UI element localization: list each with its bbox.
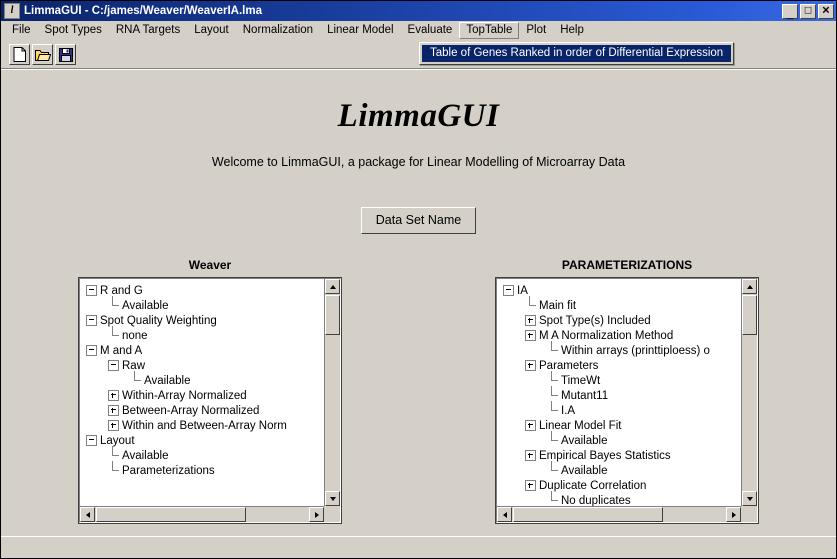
minimize-icon: _: [786, 7, 794, 20]
left-pane-title: Weaver: [188, 258, 232, 272]
maximize-icon: ☐: [803, 5, 813, 16]
tree-item[interactable]: [80, 343, 324, 358]
tree-item-label: Spot Type(s) Included: [539, 314, 651, 327]
tree-item-label: M and A: [100, 344, 143, 357]
left-pane: [79, 258, 341, 523]
tree-item[interactable]: [80, 463, 324, 478]
parameterizations-vertical-scrollbar[interactable]: [741, 279, 757, 506]
tree-elbow-icon: [547, 435, 558, 446]
tree-item[interactable]: [80, 433, 324, 448]
tree-item[interactable]: [80, 328, 324, 343]
expand-node-icon[interactable]: [108, 405, 119, 416]
scroll-thumb[interactable]: [742, 295, 757, 335]
right-pane-title: PARAMETERIZATIONS: [561, 258, 693, 272]
expand-node-icon[interactable]: [525, 480, 536, 491]
tree-item-label: Parameters: [539, 359, 599, 372]
collapse-node-icon[interactable]: [86, 345, 97, 356]
tree-item-label: Raw: [122, 359, 146, 372]
collapse-node-icon[interactable]: [108, 360, 119, 371]
tree-elbow-icon: [108, 300, 119, 311]
maximize-button[interactable]: [800, 4, 816, 19]
scroll-thumb-horizontal[interactable]: [513, 507, 663, 522]
menu-spot-types[interactable]: Spot Types: [44, 24, 102, 36]
status-bar: [1, 536, 836, 558]
welcome-text: Welcome to LimmaGUI, a package for Linear Modelling of Microarray Data: [211, 155, 626, 169]
expand-node-icon[interactable]: [525, 360, 536, 371]
chevron-right-icon: [732, 512, 736, 518]
close-icon: ✕: [821, 5, 831, 17]
weaver-tree[interactable]: [79, 278, 341, 523]
collapse-node-icon[interactable]: [86, 285, 97, 296]
tree-item-label: Between-Array Normalized: [122, 404, 260, 417]
tree-elbow-icon: [547, 465, 558, 476]
tree-item[interactable]: [497, 418, 741, 433]
menu-item-top-table-ranked[interactable]: Table of Genes Ranked in order of Differential Expression: [422, 45, 731, 62]
expand-node-icon[interactable]: [108, 390, 119, 401]
save-file-button[interactable]: [55, 44, 76, 65]
scroll-thumb-horizontal[interactable]: [96, 507, 246, 522]
limma-icon: l: [4, 3, 20, 19]
tree-item-label: No duplicates: [561, 494, 631, 506]
tree-elbow-icon: [108, 450, 119, 461]
expand-node-icon[interactable]: [525, 330, 536, 341]
menu-linear-model[interactable]: Linear Model: [327, 24, 394, 36]
scroll-left-button[interactable]: [497, 507, 512, 522]
chevron-down-icon: [330, 497, 336, 501]
tree-item-label: Layout: [100, 434, 135, 447]
collapse-node-icon[interactable]: [86, 435, 97, 446]
tree-item[interactable]: [80, 283, 324, 298]
tree-elbow-icon: [108, 330, 119, 341]
tree-item-label: Spot Quality Weighting: [100, 314, 217, 327]
toptable-dropdown-menu: [419, 42, 734, 65]
scroll-left-button[interactable]: [80, 507, 95, 522]
open-file-button[interactable]: [32, 44, 53, 65]
right-pane: [496, 258, 758, 523]
tree-elbow-icon: [547, 390, 558, 401]
dataset-row: [1, 169, 836, 234]
tree-item-label: Available: [122, 449, 169, 462]
tree-item-label: Within and Between-Array Norm: [122, 419, 287, 432]
tree-panes: [1, 234, 836, 523]
tree-item-label: Linear Model Fit: [539, 419, 622, 432]
tree-item-label: IA: [517, 284, 528, 297]
weaver-horizontal-scrollbar[interactable]: [80, 506, 324, 522]
tree-elbow-icon: [547, 495, 558, 506]
chevron-right-icon: [315, 512, 319, 518]
menu-normalization[interactable]: Normalization: [242, 24, 314, 36]
tree-elbow-icon: [547, 405, 558, 416]
tree-item[interactable]: [497, 433, 741, 448]
parameterizations-horizontal-scrollbar[interactable]: [497, 506, 741, 522]
menu-layout[interactable]: Layout: [194, 24, 229, 36]
tree-item[interactable]: [497, 298, 741, 313]
tree-item-label: Mutant11: [561, 389, 609, 402]
tree-elbow-icon: [525, 300, 536, 311]
collapse-node-icon[interactable]: [503, 285, 514, 296]
scroll-down-button[interactable]: [325, 491, 340, 506]
chevron-left-icon: [86, 512, 90, 518]
chevron-up-icon: [747, 285, 753, 289]
tree-elbow-icon: [547, 345, 558, 356]
weaver-vertical-scrollbar[interactable]: [324, 279, 340, 506]
tree-item[interactable]: [497, 448, 741, 463]
expand-node-icon[interactable]: [525, 420, 536, 431]
tree-item[interactable]: [80, 358, 324, 373]
menu-bar: [1, 21, 836, 41]
tree-item-label: Available: [561, 434, 608, 447]
tree-item-label: Available: [144, 374, 191, 387]
tree-item[interactable]: [497, 328, 741, 343]
tree-item-label: Available: [561, 464, 608, 477]
tree-item-label: Available: [122, 299, 169, 312]
tree-item[interactable]: [80, 313, 324, 328]
tree-item-label: Main fit: [539, 299, 577, 312]
tree-item-label: Duplicate Correlation: [539, 479, 647, 492]
scrollbar-corner: [741, 506, 757, 522]
tree-item-label: M A Normalization Method: [539, 329, 674, 342]
tree-item[interactable]: [80, 403, 324, 418]
tree-item[interactable]: [497, 403, 741, 418]
chevron-down-icon: [747, 497, 753, 501]
parameterizations-tree-body: [497, 279, 741, 506]
tree-elbow-icon: [130, 375, 141, 386]
tree-item[interactable]: [80, 418, 324, 433]
parameterizations-tree[interactable]: [496, 278, 758, 523]
tree-item-label: Within-Array Normalized: [122, 389, 247, 402]
scroll-down-button[interactable]: [742, 491, 757, 506]
scroll-up-button[interactable]: [325, 279, 340, 294]
close-button[interactable]: [818, 4, 834, 19]
tree-item-label: Parameterizations: [122, 464, 215, 477]
tree-item-label: Within arrays (printtiploess) o: [561, 344, 710, 357]
tree-item-label: TimeWt: [561, 374, 601, 387]
tree-item[interactable]: [497, 358, 741, 373]
save-disk-icon: [59, 48, 73, 62]
tree-item[interactable]: [497, 283, 741, 298]
collapse-node-icon[interactable]: [86, 315, 97, 326]
tree-item[interactable]: [497, 463, 741, 478]
expand-node-icon[interactable]: [525, 450, 536, 461]
minimize-button[interactable]: [782, 4, 798, 19]
tree-item-label: Empirical Bayes Statistics: [539, 449, 671, 462]
new-file-button[interactable]: [9, 44, 30, 65]
tree-item[interactable]: [497, 388, 741, 403]
tree-elbow-icon: [547, 375, 558, 386]
tree-item[interactable]: [497, 343, 741, 358]
tree-item[interactable]: [80, 448, 324, 463]
tree-item[interactable]: [80, 388, 324, 403]
scrollbar-corner: [324, 506, 340, 522]
tree-item-label: none: [122, 329, 148, 342]
title-bar: [1, 1, 836, 21]
tree-item[interactable]: [80, 373, 324, 388]
tree-item[interactable]: [497, 493, 741, 506]
tree-item[interactable]: [80, 298, 324, 313]
chevron-left-icon: [503, 512, 507, 518]
tree-item[interactable]: [497, 313, 741, 328]
scroll-right-button[interactable]: [309, 507, 324, 522]
tree-item-label: I.A: [561, 404, 576, 417]
tree-item-label: R and G: [100, 284, 143, 297]
tree-item[interactable]: [497, 373, 741, 388]
client-area: [1, 69, 836, 540]
scroll-thumb[interactable]: [325, 295, 340, 335]
data-set-name-button[interactable]: Data Set Name: [361, 207, 476, 234]
menu-evaluate[interactable]: Evaluate: [407, 24, 453, 36]
menu-toptable[interactable]: TopTable: [459, 22, 519, 39]
open-folder-icon: [35, 48, 51, 62]
menu-rna-targets[interactable]: RNA Targets: [115, 24, 181, 36]
scroll-up-button[interactable]: [742, 279, 757, 294]
new-file-icon: [13, 47, 27, 62]
menu-plot[interactable]: Plot: [526, 24, 547, 36]
menu-file[interactable]: File: [12, 24, 31, 36]
expand-node-icon[interactable]: [525, 315, 536, 326]
window-controls: [782, 4, 834, 19]
window-title: LimmaGUI - C:/james/Weaver/WeaverIA.lma: [24, 5, 262, 17]
expand-node-icon[interactable]: [108, 420, 119, 431]
page-title: LimmaGUI: [337, 98, 500, 134]
weaver-tree-body: [80, 279, 324, 506]
tree-item[interactable]: [497, 478, 741, 493]
scroll-right-button[interactable]: [726, 507, 741, 522]
menu-help[interactable]: Help: [560, 24, 584, 36]
tree-elbow-icon: [108, 465, 119, 476]
chevron-up-icon: [330, 285, 336, 289]
